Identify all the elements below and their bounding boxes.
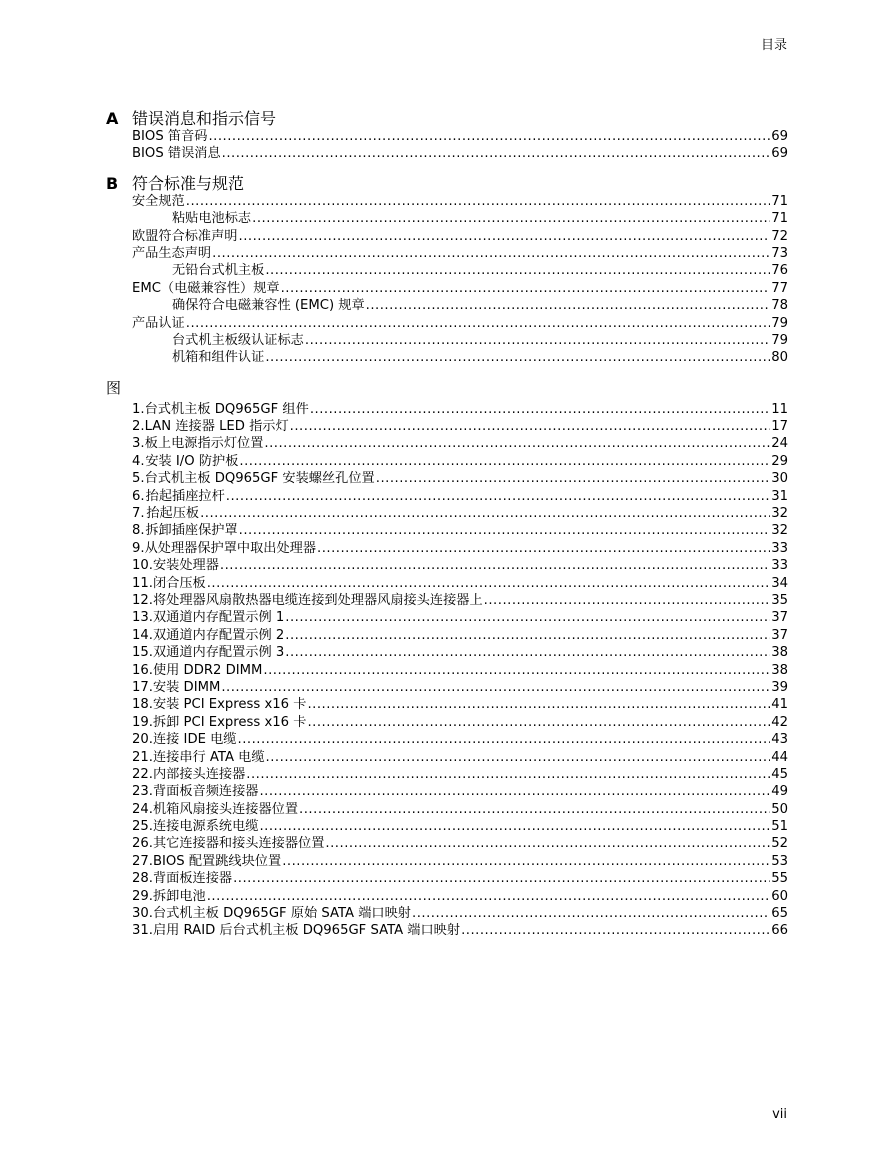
page-number: vii	[772, 1107, 787, 1122]
figure-page: 50	[771, 801, 788, 817]
running-header: 目录	[760, 38, 787, 53]
section-title: 符合标准与规范	[132, 173, 245, 193]
figure-number: 29.	[132, 888, 153, 904]
leader-dots	[239, 228, 771, 245]
toc-entry[interactable]	[106, 245, 788, 262]
figure-label: 台式机主板 DQ965GF 原始 SATA 端口映射	[152, 906, 411, 922]
figure-page: 41	[771, 697, 788, 713]
figure-page: 30	[771, 471, 788, 487]
figure-entry[interactable]	[106, 662, 788, 679]
leader-dots	[239, 453, 770, 470]
toc-entry-label: 产品认证	[132, 315, 185, 331]
figure-entry[interactable]	[106, 801, 788, 818]
toc-entry-page: 73	[771, 245, 788, 261]
figure-entry[interactable]	[106, 679, 788, 696]
figure-label: 连接电源系统电缆	[152, 819, 259, 835]
figure-label: 将处理器风扇散热器电缆连接到处理器风扇接头连接器上	[152, 592, 483, 608]
leader-dots	[305, 332, 770, 349]
figure-page: 55	[771, 871, 788, 887]
toc-subentry[interactable]	[106, 297, 788, 314]
figure-number: 13.	[132, 610, 153, 626]
leader-dots	[484, 592, 771, 609]
leader-dots	[376, 470, 770, 487]
figure-number: 28.	[132, 871, 153, 887]
figure-entry[interactable]	[106, 714, 788, 731]
toc-entry-label: EMC（电磁兼容性）规章	[132, 280, 280, 296]
figure-entry[interactable]	[106, 888, 788, 905]
leader-dots	[220, 557, 770, 574]
section-letter: A	[106, 109, 119, 128]
figure-entry[interactable]	[106, 749, 788, 766]
toc-entry[interactable]	[106, 280, 788, 297]
section-b-heading	[106, 171, 788, 193]
figure-number: 21.	[132, 749, 153, 765]
leader-dots	[208, 128, 770, 145]
figure-label: 背面板连接器	[152, 871, 233, 887]
toc-entry[interactable]	[106, 315, 788, 332]
figure-label: 连接串行 ATA 电缆	[152, 749, 265, 765]
leader-dots	[412, 905, 770, 922]
figure-number: 7.	[132, 506, 145, 522]
section-a-heading	[106, 106, 788, 128]
toc-entry-page: 80	[771, 350, 788, 366]
figure-number: 3.	[132, 436, 145, 452]
figure-page: 37	[771, 627, 788, 643]
figure-number: 8.	[132, 523, 145, 539]
figure-label: BIOS 配置跳线块位置	[152, 853, 282, 869]
figure-label: 启用 RAID 后台式机主板 DQ965GF SATA 端口映射	[152, 923, 461, 939]
figure-number: 26.	[132, 836, 153, 852]
toc-entry-page: 69	[771, 146, 788, 162]
figure-entry[interactable]	[106, 731, 788, 748]
figure-number: 17.	[132, 679, 153, 695]
figure-number: 18.	[132, 697, 153, 713]
toc-entry-label: 粘贴电池标志	[172, 211, 252, 227]
toc-entry-page: 79	[771, 315, 788, 331]
figure-label: 内部接头连接器	[152, 766, 246, 782]
leader-dots	[221, 679, 770, 696]
figure-entry[interactable]	[106, 853, 788, 870]
leader-dots	[290, 418, 771, 435]
figure-entry[interactable]	[106, 401, 788, 418]
figure-entry[interactable]	[106, 575, 788, 592]
leader-dots	[259, 783, 770, 800]
toc-entry[interactable]	[106, 193, 788, 210]
leader-dots	[186, 315, 770, 332]
figure-entry[interactable]	[106, 540, 788, 557]
toc-entry[interactable]	[106, 228, 788, 245]
leader-dots	[285, 627, 770, 644]
leader-dots	[299, 801, 770, 818]
leader-dots	[310, 401, 770, 418]
toc-subentry[interactable]	[106, 332, 788, 349]
figure-page: 65	[771, 906, 788, 922]
toc-entry-label: BIOS 笛音码	[132, 129, 208, 144]
figure-entry[interactable]	[106, 835, 788, 852]
figure-entry[interactable]	[106, 453, 788, 470]
leader-dots	[233, 870, 770, 887]
figure-label: 抬起压板	[146, 506, 200, 522]
leader-dots	[285, 609, 770, 626]
figure-page: 43	[771, 732, 788, 748]
figure-entry[interactable]	[106, 470, 788, 487]
figure-label: 机箱风扇接头连接器位置	[152, 801, 299, 817]
section-letter: B	[106, 173, 119, 193]
figure-page: 35	[771, 592, 788, 608]
figure-label: 安装处理器	[152, 558, 219, 574]
figure-entry[interactable]	[106, 627, 788, 644]
figure-number: 22.	[132, 766, 153, 782]
figure-entry[interactable]	[106, 922, 788, 939]
toc-entry-page: 76	[771, 263, 788, 279]
leader-dots	[264, 435, 770, 452]
figure-page: 33	[771, 558, 788, 574]
figure-entry[interactable]	[106, 696, 788, 713]
figures-heading-label: 图	[106, 378, 122, 397]
figure-page: 49	[771, 784, 788, 800]
figure-entry[interactable]	[106, 557, 788, 574]
toc-subentry[interactable]	[106, 349, 788, 366]
figure-number: 12.	[132, 592, 153, 608]
figure-number: 25.	[132, 819, 153, 835]
figure-number: 1.	[132, 401, 145, 417]
figure-page: 39	[771, 679, 788, 695]
toc-entry-page: 71	[771, 211, 788, 227]
figure-entry[interactable]	[106, 418, 788, 435]
figure-entry[interactable]	[106, 644, 788, 661]
figure-label: 背面板音频连接器	[152, 784, 259, 800]
figure-page: 29	[771, 453, 788, 469]
leader-dots	[239, 522, 771, 539]
figure-label: 双通道内存配置示例 2	[152, 627, 285, 643]
figure-page: 11	[771, 401, 788, 417]
figure-number: 10.	[132, 558, 153, 574]
figure-number: 23.	[132, 784, 153, 800]
toc-subentry[interactable]	[106, 262, 788, 279]
figure-number: 2.	[132, 419, 145, 435]
figure-page: 31	[771, 488, 788, 504]
figure-page: 52	[771, 836, 788, 852]
toc-subentry[interactable]	[106, 210, 788, 227]
figure-page: 45	[771, 766, 788, 782]
figure-page: 32	[771, 506, 788, 522]
leader-dots	[366, 297, 771, 314]
leader-dots	[246, 766, 770, 783]
leader-dots	[281, 280, 771, 297]
figure-page: 17	[771, 419, 788, 435]
leader-dots	[207, 888, 770, 905]
toc-entry[interactable]	[106, 128, 788, 145]
leader-dots	[263, 662, 770, 679]
figure-page: 51	[771, 819, 788, 835]
figure-page: 34	[771, 575, 788, 591]
figure-page: 66	[771, 923, 788, 939]
leader-dots	[317, 540, 770, 557]
figure-page: 33	[771, 540, 788, 556]
leader-dots	[222, 145, 771, 162]
figure-label: 安装 I/O 防护板	[145, 453, 239, 469]
toc-entry-label: 欧盟符合标准声明	[132, 228, 238, 244]
figure-label: 连接 IDE 电缆	[152, 732, 237, 748]
leader-dots	[226, 488, 770, 505]
figure-label: 抬起插座拉杆	[145, 488, 225, 504]
leader-dots	[238, 731, 771, 748]
figure-entry[interactable]	[106, 609, 788, 626]
toc-entry-label: 确保符合电磁兼容性 (EMC) 规章	[172, 298, 365, 314]
toc-entry-page: 77	[771, 280, 788, 296]
figure-label: 安装 DIMM	[152, 679, 221, 695]
toc-entry-page: 79	[771, 332, 788, 348]
figure-number: 27.	[132, 853, 153, 869]
figure-label: 拆卸 PCI Express x16 卡	[152, 714, 307, 730]
figure-label: 闭合压板	[152, 575, 206, 591]
figure-number: 9.	[132, 540, 145, 556]
figure-page: 53	[771, 853, 788, 869]
toc-entry[interactable]	[106, 145, 788, 162]
figure-entry[interactable]	[106, 766, 788, 783]
figure-entry[interactable]	[106, 783, 788, 800]
leader-dots	[266, 749, 771, 766]
figure-number: 14.	[132, 627, 153, 643]
toc-entry-page: 72	[771, 228, 788, 244]
leader-dots	[307, 714, 770, 731]
figure-label: 其它连接器和接头连接器位置	[152, 836, 325, 852]
figure-label: 台式机主板 DQ965GF 组件	[144, 401, 309, 417]
figure-number: 31.	[132, 923, 153, 939]
figure-entry[interactable]	[106, 435, 788, 452]
figure-number: 15.	[132, 645, 153, 661]
figure-page: 24	[771, 436, 788, 452]
leader-dots	[265, 262, 770, 279]
leader-dots	[259, 818, 770, 835]
figure-entry[interactable]	[106, 522, 788, 539]
toc-entry-label: BIOS 错误消息	[132, 146, 221, 162]
figure-label: 使用 DDR2 DIMM	[152, 662, 263, 678]
leader-dots	[207, 575, 770, 592]
leader-dots	[212, 245, 770, 262]
figure-label: 安装 PCI Express x16 卡	[152, 697, 307, 713]
figure-label: LAN 连接器 LED 指示灯	[144, 419, 289, 435]
figure-entry[interactable]	[106, 488, 788, 505]
figure-label: 拆卸插座保护罩	[145, 523, 238, 539]
toc-entry-page: 71	[771, 193, 788, 209]
figure-entry[interactable]	[106, 870, 788, 887]
section-title: 错误消息和指示信号	[132, 109, 277, 128]
figure-page: 42	[771, 714, 788, 730]
leader-dots	[307, 696, 770, 713]
figure-entry[interactable]	[106, 505, 788, 522]
figure-label: 拆卸电池	[152, 888, 206, 904]
leader-dots	[282, 853, 770, 870]
leader-dots	[325, 835, 770, 852]
leader-dots	[461, 922, 770, 939]
toc-entry-label: 台式机主板级认证标志	[172, 332, 304, 348]
figure-number: 19.	[132, 714, 153, 730]
figure-entry[interactable]	[106, 818, 788, 835]
figure-number: 4.	[132, 453, 145, 469]
leader-dots	[252, 210, 770, 227]
figure-label: 板上电源指示灯位置	[144, 436, 264, 452]
toc-entry-page: 78	[771, 298, 788, 314]
leader-dots	[200, 505, 770, 522]
figure-number: 6.	[132, 488, 145, 504]
leader-dots	[265, 349, 770, 366]
toc-entry-label: 无铅台式机主板	[172, 263, 265, 279]
figure-page: 38	[771, 645, 788, 661]
figure-number: 5.	[132, 471, 145, 487]
figures-heading	[106, 377, 788, 399]
figure-number: 16.	[132, 662, 153, 678]
figure-page: 60	[771, 888, 788, 904]
toc-entry-label: 机箱和组件认证	[172, 350, 265, 366]
figure-page: 44	[771, 749, 788, 765]
figure-list	[106, 401, 788, 940]
toc-entry-page: 69	[771, 129, 788, 144]
toc-entry-label: 安全规范	[132, 193, 185, 209]
figure-number: 11.	[132, 575, 153, 591]
figure-label: 台式机主板 DQ965GF 安装螺丝孔位置	[144, 471, 375, 487]
figure-label: 从处理器保护罩中取出处理器	[144, 540, 317, 556]
leader-dots	[186, 193, 770, 210]
figure-entry[interactable]	[106, 905, 788, 922]
toc-entry-label: 产品生态声明	[132, 245, 212, 261]
figure-label: 双通道内存配置示例 3	[152, 645, 285, 661]
figure-page: 32	[771, 523, 788, 539]
leader-dots	[285, 644, 770, 661]
figure-entry[interactable]	[106, 592, 788, 609]
figure-label: 双通道内存配置示例 1	[152, 610, 285, 626]
figure-page: 37	[771, 610, 788, 626]
figure-number: 20.	[132, 732, 153, 748]
figure-page: 38	[771, 662, 788, 678]
figure-number: 30.	[132, 906, 153, 922]
figure-number: 24.	[132, 801, 153, 817]
table-of-contents	[106, 106, 788, 940]
